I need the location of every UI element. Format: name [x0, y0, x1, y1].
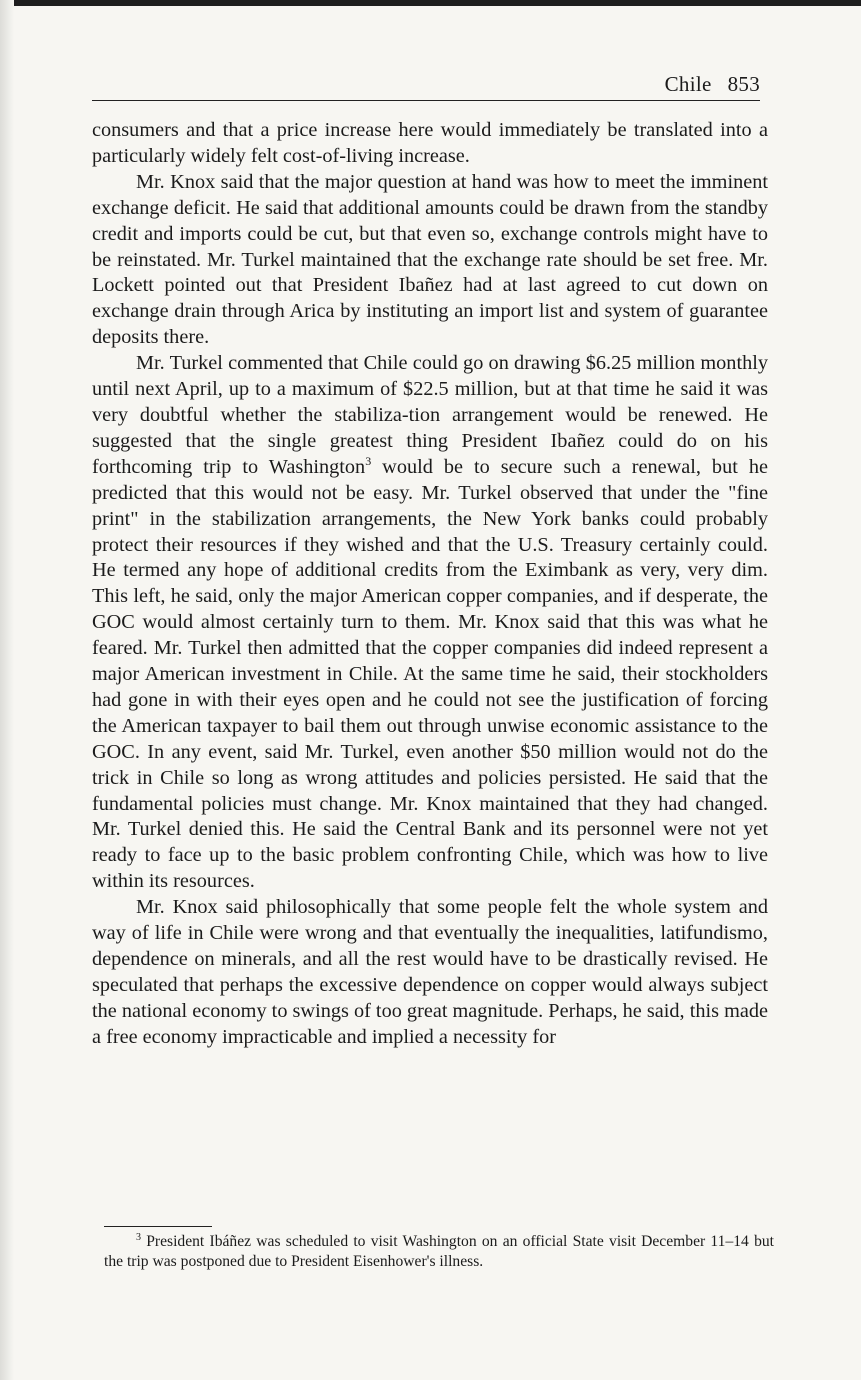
running-head-title: Chile [664, 72, 712, 96]
page-number: 853 [727, 72, 760, 96]
footnote [104, 1232, 774, 1272]
paragraph-turkel-stabilization [92, 351, 768, 895]
page-binding-shadow [0, 0, 14, 1380]
footnote-marker: 3 [136, 1231, 141, 1243]
footnote-text: President Ibáñez was scheduled to visit Washington on an official State visit December 11–14 but the trip was postponed due to President Eisenhower's illness. [104, 1233, 774, 1270]
paragraph-continuation: consumers and that a price increase here would immediately be translated into a particularly widely felt cost-of-living increase. [92, 119, 768, 167]
footnote-divider [104, 1226, 212, 1227]
paragraph-knox-exchange-deficit: Mr. Knox said that the major question at hand was how to meet the imminent exchange deficit. He said that additional amounts could be drawn from the standby credit and imports could be cut, but that even so, exchange controls might have to be reinstated. Mr. Turkel maintained that the exchange rate should be set free. Mr. Lockett pointed out that President Ibañez had at last agreed to cut down on exchange drain through Arica by instituting an import list and system of guarantee deposits there. [92, 170, 768, 349]
body-text [92, 118, 768, 1051]
paragraph-knox-philosophy: Mr. Knox said philosophically that some people felt the whole system and way of life in Chile were wrong and that eventually the inequalities, latifundismo, dependence on minerals, and all the rest would have to be drastically revised. He speculated that perhaps the excessive dependence on copper would always subject the national economy to swings of too great magnitude. Perhaps, he said, this made a free economy impracticable and implied a necessity for [92, 896, 768, 1048]
paragraph-text-after-ref: would be to secure such a renewal, but he predicted that this would not be easy. Mr. Turkel observed that under the "fine print" in the stabilization arrangements, the New York banks could probably protect their resources if they wished and that the U.S. Treasury certainly could. He termed any hope of additional credits from the Eximbank as very, very dim. This left, he said, only the major American copper companies, and if desperate, the GOC would almost certainly turn to them. Mr. Knox said that this was what he feared. Mr. Turkel then admitted that the copper companies did indeed represent a major American investment in Chile. At the same time he said, their stockholders had gone in with their eyes open and he could not see the justification of forcing the American taxpayer to bail them out through unwise economic assistance to the GOC. In any event, said Mr. Turkel, even another $50 million would not do the trick in Chile so long as wrong attitudes and policies persisted. He said that the fundamental policies must change. Mr. Knox maintained that they had changed. Mr. Turkel denied this. He said the Central Bank and its personnel were not yet ready to face up to the basic problem confronting Chile, which was how to live within its resources. [92, 455, 768, 893]
running-head [665, 72, 760, 97]
paragraph-text-before-ref: Mr. Turkel commented that Chile could go on drawing $6.25 million monthly until next April, up to a maximum of $22.5 million, but at that time he said it was very doubtful whether the stabiliza-tion arrangement would be renewed. He suggested that the single greatest thing President Ibañez could do on his forthcoming trip to Washington [92, 352, 768, 478]
page-header [92, 72, 760, 101]
footnote-reference[interactable]: 3 [365, 454, 372, 469]
page-top-edge [0, 0, 861, 6]
